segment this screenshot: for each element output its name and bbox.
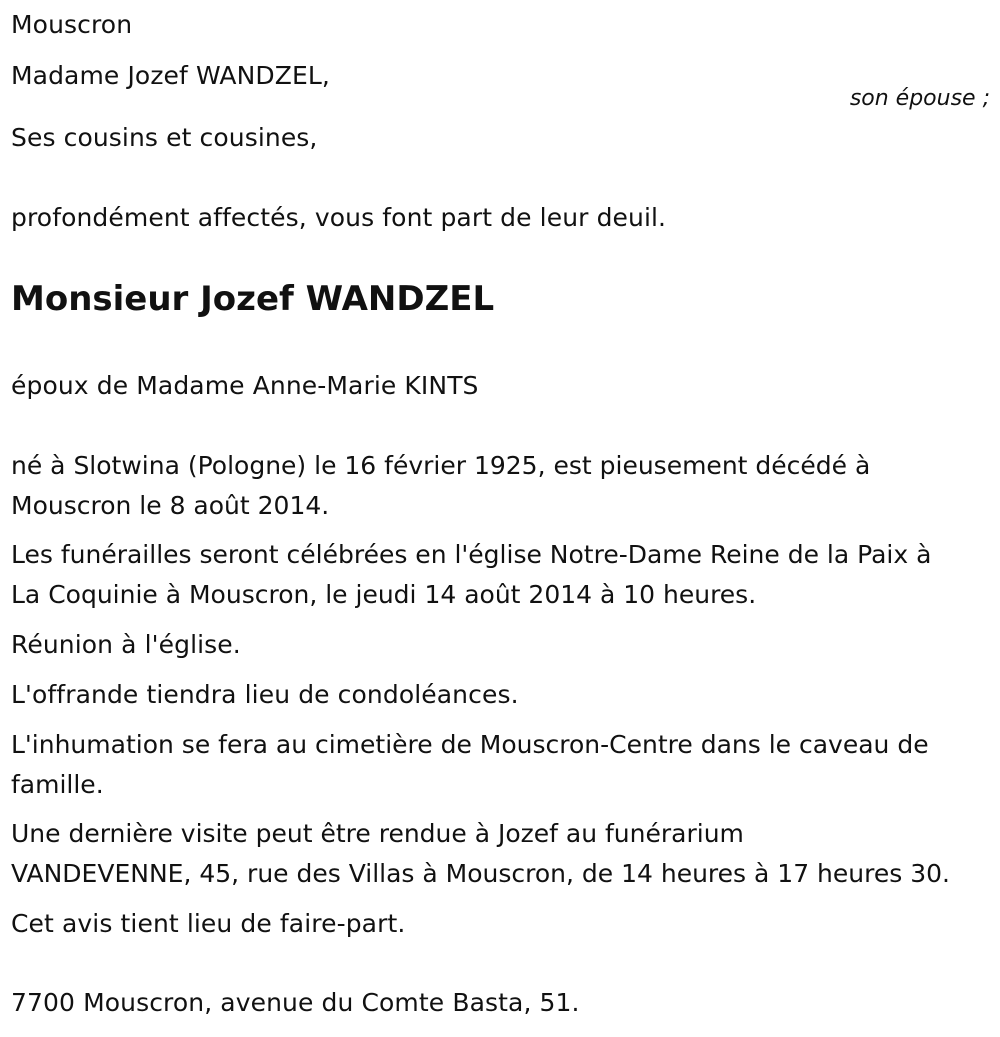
burial-paragraph xyxy=(11,725,996,805)
cousins-line: Ses cousins et cousines, xyxy=(11,123,318,152)
birth-death-line-1: né à Slotwina (Pologne) le 16 février 1925, est pieusement décédé à xyxy=(11,451,871,480)
spouse-line: époux de Madame Anne-Marie KINTS xyxy=(11,371,479,400)
family-city: Mouscron xyxy=(11,10,133,39)
address-line: 7700 Mouscron, avenue du Comte Basta, 51. xyxy=(11,988,580,1017)
widow-name: Madame Jozef WANDZEL, xyxy=(11,61,330,90)
visit-line-2: VANDEVENNE, 45, rue des Villas à Mouscron, de 14 heures à 17 heures 30. xyxy=(11,859,950,888)
meeting-line: Réunion à l'église. xyxy=(11,630,241,659)
birth-death-paragraph xyxy=(11,446,996,526)
widow-role: son épouse ; xyxy=(849,86,990,111)
funeral-paragraph xyxy=(11,535,996,615)
birth-death-line-2: Mouscron le 8 août 2014. xyxy=(11,491,330,520)
faire-part-line: Cet avis tient lieu de faire-part. xyxy=(11,909,406,938)
visit-paragraph xyxy=(11,814,996,894)
funeral-line-1: Les funérailles seront célébrées en l'église Notre-Dame Reine de la Paix à xyxy=(11,540,932,569)
burial-line-1: L'inhumation se fera au cimetière de Mouscron-Centre dans le caveau de xyxy=(11,730,929,759)
burial-line-2: famille. xyxy=(11,770,104,799)
announcement-text: profondément affectés, vous font part de leur deuil. xyxy=(11,203,667,232)
funeral-line-2: La Coquinie à Mouscron, le jeudi 14 août 2014 à 10 heures. xyxy=(11,580,757,609)
offering-line: L'offrande tiendra lieu de condoléances. xyxy=(11,680,519,709)
deceased-name: Monsieur Jozef WANDZEL xyxy=(11,279,495,319)
visit-line-1: Une dernière visite peut être rendue à Jozef au funérarium xyxy=(11,819,744,848)
